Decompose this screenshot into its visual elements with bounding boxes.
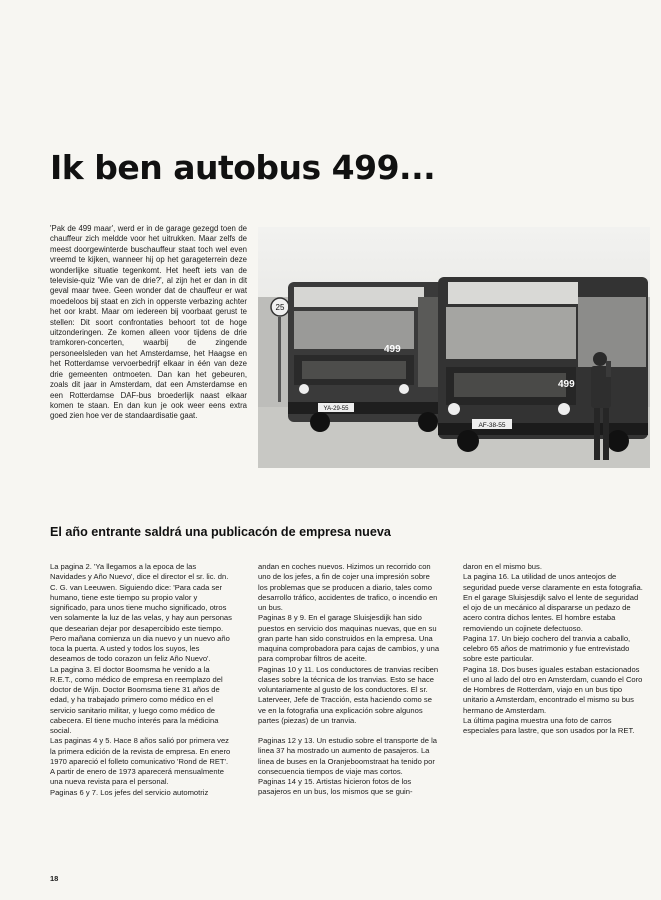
col2-paragraph: Paginas 10 y 11. Los conductores de tranvias reciben clases sobre la técnica de los tranvias. Esto se hace voluntariamente al gusto de los conductores. El sr. Laterveer, Jefe de Tracción, esta haciendo como se ve en la fotografia una explicación sobre algunos partes (piezas) de un tranvia. [258, 664, 439, 725]
column-1 [50, 562, 233, 798]
page-number: 18 [50, 874, 59, 883]
column-2 [258, 562, 441, 798]
col1-paragraph: Pero mañana comienza un dia nuevo y un nuevo año toca la puerta. A usted y todos los suyos, les deseamos de todo corazon un feliz Año Nuevo'. [50, 633, 230, 664]
col1-paragraph: Las paginas 4 y 5. Hace 8 años salió por primera vez la primera edición de la revista de empresa. En enero 1970 apareció el folleto comunicativo 'Rond de RET'. A partir de enero de 1973 aparecerá mensualmente una nueva revista para el personal. [50, 736, 231, 787]
col3-paragraph: La última pagina muestra una foto de carros especiales para lastre, que son usados por la RET. [463, 715, 635, 735]
col2-paragraph: andan en coches nuevos. Hizimos un recorrido con uno de los jefes, a fin de cojer una impresión sobre los problemas que se producen a diario, tales como desarrollo tráfico, accidentes de trafico, o incendio en un bus. [258, 562, 438, 612]
col1-paragraph: La pagina 2. 'Ya llegamos a la epoca de las Navidades y Año Nuevo', dice el director el sr. lic. dn. C. G. van Leeuwen. Siguiendo dice: 'Para cada ser humano, tiene este tiempo su propio valor y significado, para unos tiene mucho significado, otros ven solamente la luz de las velas, y hay aun personas que desearian dejar por desapercibido este tiempo. [50, 562, 232, 633]
section-subtitle: El año entrante saldrá una publicacón de empresa nueva [50, 525, 391, 539]
bus-photo-drawing [258, 227, 650, 468]
col3-paragraph: Pagina 18. Dos buses iguales estaban estacionados el uno al lado del otro en Amsterdam, cuando el Coro de Hombres de Rotterdam, viajo en un bus tipo unitario a Amsterdam, encontrado el mismo su bus hermano de Amsterdam. [463, 664, 643, 715]
bus-photo [258, 227, 650, 468]
intro-paragraph: 'Pak de 499 maar', werd er in de garage gezegd toen de chauffeur zich meldde voor het uitrukken. Maar zelfs de meest doorgewinterde buschauffeur staat toch wel even vreemd te kijken, wanneer hij op het garageterrein deze wonderlijke situatie tegenkomt. Het heeft iets van de televisie-quiz 'Wie van de drie?', al zijn het er dan in dit geval maar twee. Geen wonder dat de chauffeur er wat moedeloos bij staat en zich in opperste verbazing achter het oor krabt. Maar om iedereen bij voorbaat gerust te stellen: Dit soort confrontaties behoort tot de hoge uitzonderingen. Ze komen alleen voor tijdens de drie tramkoren-concerten, waarbij de zingende personeelsleden van het Amsterdamse, het Haagse en het Rotterdamse vervoerbedrijf elkaar in één van deze drie gemeenten ontmoeten. Dan kan het gebeuren, zoals dit jaar in Amsterdam, dat een Amsterdamse en een Rotterdamse DAF-bus broederlijk naast elkaar komen te staan. En dan kun je ook weer eens extra goed zien hoe ver de standaardisatie gaat. [50, 224, 247, 421]
col3-paragraph: Pagina 17. Un biejo cochero del tranvia a caballo, celebro 65 años de matrimonio y fue entrevistado sobre este particular. [463, 633, 631, 664]
column-gap [258, 726, 441, 736]
left-bus [288, 282, 448, 432]
col2-paragraph: Paginas 14 y 15. Artistas hicieron fotos de los pasajeros en un bus, los mismos que se guin- [258, 777, 413, 797]
left-bus-plate: YA-29-55 [323, 406, 349, 412]
col1-paragraph: La pagina 3. El doctor Boomsma he venido a la R.E.T., como médico de empresa en reemplazo del doctor de Wijn. Doctor Boomsma tiene 31 años de edad, y ha trabajado primero como médico en el servicio sanitario militar, y luego como médico de cabecera. El tiene mucho interés para la médicina social. [50, 664, 223, 735]
right-bus [438, 277, 648, 452]
col1-paragraph: Paginas 6 y 7. Los jefes del servicio automotriz [50, 787, 209, 797]
article-title: Ik ben autobus 499... [50, 148, 436, 187]
left-bus-number: 499 [384, 344, 401, 355]
col3-paragraph: daron en el mismo bus. [463, 562, 542, 571]
col2-paragraph: Paginas 8 y 9. En el garage Sluisjesdijk han sido puestos en servicio dos maquinas nuevas, que en su gran parte han sido construidos en la empresa. Una maquina comprobadora para cajas de cambios, y una para comprobar filtros de aceite. [258, 613, 440, 664]
right-bus-number: 499 [558, 379, 575, 390]
stop-sign-number: 25 [275, 303, 285, 312]
column-3 [463, 562, 646, 736]
col3-paragraph: En el garage Sluisjesdijk salvo el lente de seguridad el ojo de un mecánico al dispararse un pedazo de acero contra dichos lentes. El hombre estaba removiendo un cojinete defectuoso. [463, 592, 639, 633]
col3-paragraph: La pagina 16. La utilidad de unos anteojos de seguridad puede verse claramente en esta fotografia. [463, 572, 643, 592]
col2-paragraph: Paginas 12 y 13. Un estudio sobre el transporte de la linea 37 ha mostrado un aumento de pasajeros. La linea de buses en la Oranjeboomstraat ha tenido por consecuencia tiempos de viaje mas cortos. [258, 736, 437, 776]
right-bus-plate: AF-38-55 [478, 422, 506, 429]
